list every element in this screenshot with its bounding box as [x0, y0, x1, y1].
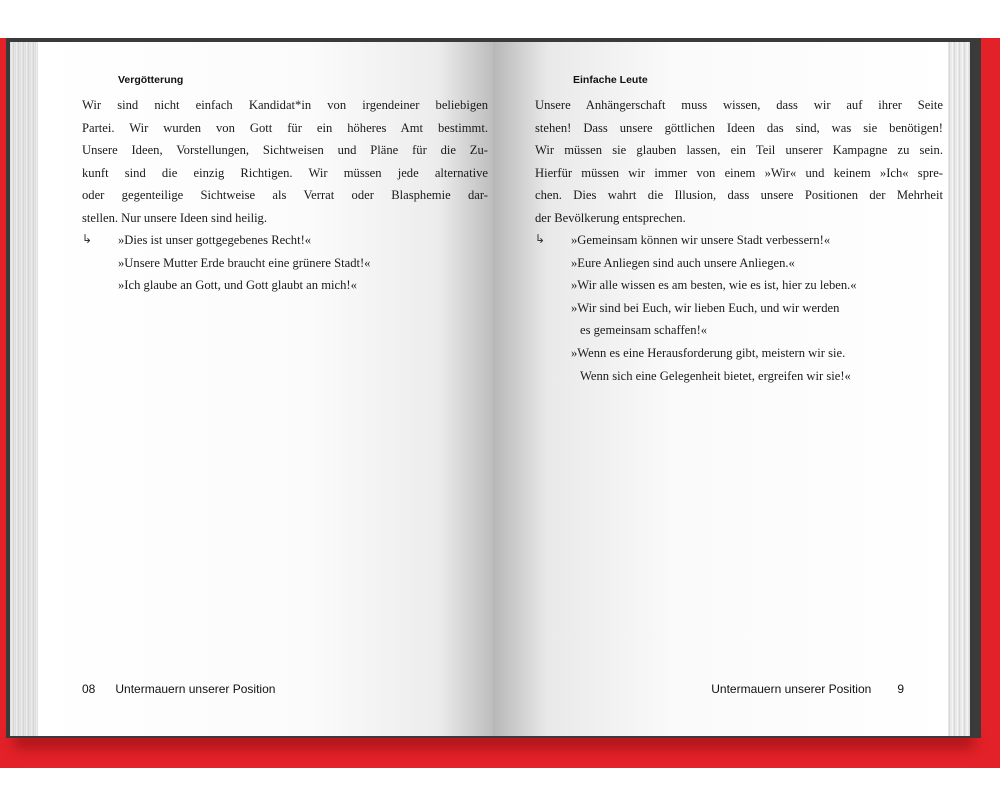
quote-item: »Wir sind bei Euch, wir lieben Euch, und wir werden — [571, 300, 840, 315]
quote-item: »Dies ist unser gottgegebenes Recht!« — [118, 233, 312, 247]
body-line: stehen! Dass unsere göttlichen Ideen das sind, was sie benötigen! — [535, 120, 943, 135]
quote-item: »Unsere Mutter Erde braucht eine grünere Stadt!« — [118, 255, 371, 270]
arrow-down-right-icon: ↳ — [82, 232, 93, 246]
quote-list — [118, 229, 370, 297]
body-line: Unsere Ideen, Vorstellungen, Sichtweisen und Pläne für die Zu- — [82, 143, 488, 158]
body-paragraph — [535, 94, 943, 230]
page-stack-left — [10, 42, 40, 736]
quote-item: »Wenn es eine Herausforderung gibt, meistern wir sie. — [571, 345, 846, 360]
running-footer-title: Untermauern unserer Position — [115, 682, 276, 696]
quote-item: »Eure Anliegen sind auch unsere Anliegen.« — [571, 255, 795, 270]
section-heading: Einfache Leute — [573, 74, 648, 86]
page-stack-right — [946, 42, 970, 736]
right-page — [493, 42, 948, 736]
body-line: chen. Dies wahrt die Illusion, dass unsere Positionen der Mehrheit — [535, 188, 943, 203]
body-line: Wir müssen sie glauben lassen, ein Teil unserer Kampagne zu sein. — [535, 143, 943, 158]
body-line: stellen. Nur unsere Ideen sind heilig. — [82, 210, 268, 225]
page-number: 08 — [82, 682, 96, 696]
quote-list — [571, 229, 857, 387]
body-line: Unsere Anhängerschaft muss wissen, dass wir auf ihrer Seite — [535, 98, 943, 112]
body-line: der Bevölkerung entsprechen. — [535, 210, 686, 225]
body-line: Partei. Wir wurden von Gott für ein höheres Amt bestimmt. — [82, 120, 488, 135]
quote-item: »Gemeinsam können wir unsere Stadt verbessern!« — [571, 233, 831, 247]
arrow-down-right-icon: ↳ — [535, 232, 546, 246]
body-paragraph — [82, 94, 488, 230]
left-page — [38, 42, 493, 736]
quote-item-continued: es gemeinsam schaffen!« — [580, 323, 708, 338]
body-line: kunft sind die einzig Richtigen. Wir müssen jede alternative — [82, 165, 488, 180]
section-heading: Vergötterung — [118, 74, 184, 86]
body-line: Wir sind nicht einfach Kandidat*in von irgendeiner beliebigen — [82, 98, 488, 112]
running-footer-title: Untermauern unserer Position — [711, 682, 872, 696]
body-line: Hierfür müssen wir immer von einem »Wir« und keinem »Ich« spre- — [535, 165, 943, 180]
quote-item: »Wir alle wissen es am besten, wie es ist, hier zu leben.« — [571, 278, 857, 293]
page-footer — [82, 682, 275, 696]
quote-item-continued: Wenn sich eine Gelegenheit bietet, ergreifen wir sie!« — [580, 368, 851, 383]
quote-item: »Ich glaube an Gott, und Gott glaubt an mich!« — [118, 278, 357, 293]
body-line: oder gegenteilige Sichtweise als Verrat oder Blasphemie dar- — [82, 188, 488, 203]
page-number: 9 — [897, 682, 904, 696]
page-footer — [711, 682, 904, 696]
